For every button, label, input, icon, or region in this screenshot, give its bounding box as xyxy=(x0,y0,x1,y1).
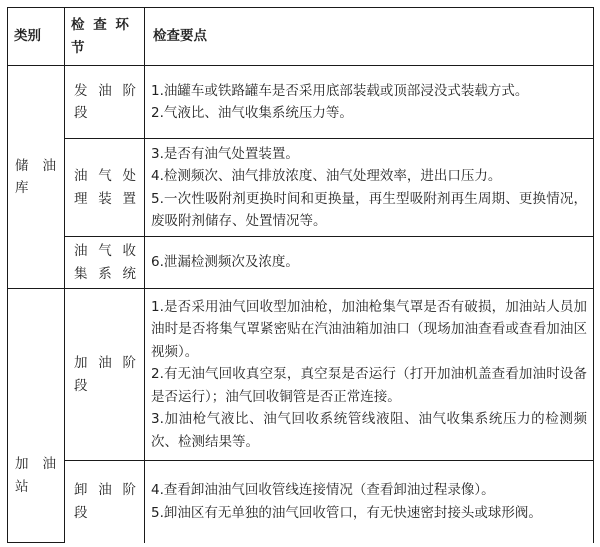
table-row xyxy=(8,289,594,461)
link-cell: 卸 油 阶 段 xyxy=(65,461,145,543)
points-cell: 1.是否采用油气回收型加油枪，加油枪集气罩是否有破损，加油站人员加油时是否将集气罩紧密贴在汽油油箱加油口（现场加油查看或查看加油区视频）。 2.有无油气回收真空泵，真空泵是否运行（打开加油机盖查看加油时设备是否运行）；油气回收铜管是否正常连接。 3.加油枪气液比、油气回收系统管线液阻、油气收集系统压力的检测频次、检测结果等。 xyxy=(145,289,594,461)
category-cell: 加 油 站 xyxy=(8,289,65,543)
table-row xyxy=(8,139,594,237)
link-cell: 发 油 阶 段 xyxy=(65,66,145,139)
table-row xyxy=(8,461,594,543)
link-cell: 油 气 处 理装置 xyxy=(65,139,145,237)
header-points: 检查要点 xyxy=(145,8,594,66)
header-category: 类别 xyxy=(8,8,65,66)
category-cell: 储 油 库 xyxy=(8,66,65,289)
points-cell: 1.油罐车或铁路罐车是否采用底部装载或顶部浸没式装载方式。 2.气液比、油气收集系统压力等。 xyxy=(145,66,594,139)
points-cell: 6.泄漏检测频次及浓度。 xyxy=(145,237,594,289)
table-row xyxy=(8,66,594,139)
inspection-table xyxy=(7,7,594,543)
points-cell: 3.是否有油气处置装置。 4.检测频次、油气排放浓度、油气处理效率，进出口压力。 5.一次性吸附剂更换时间和更换量，再生型吸附剂再生周期、更换情况，废吸附剂储存、处置情况等。 xyxy=(145,139,594,237)
header-row xyxy=(8,8,594,66)
link-cell: 加 油 阶 段 xyxy=(65,289,145,461)
link-cell: 油 气 收 集系统 xyxy=(65,237,145,289)
header-link: 检 查 环 节 xyxy=(65,8,145,66)
points-cell: 4.查看卸油油气回收管线连接情况（查看卸油过程录像）。 5.卸油区有无单独的油气回收管口，有无快速密封接头或球形阀。 xyxy=(145,461,594,543)
table-row xyxy=(8,237,594,289)
